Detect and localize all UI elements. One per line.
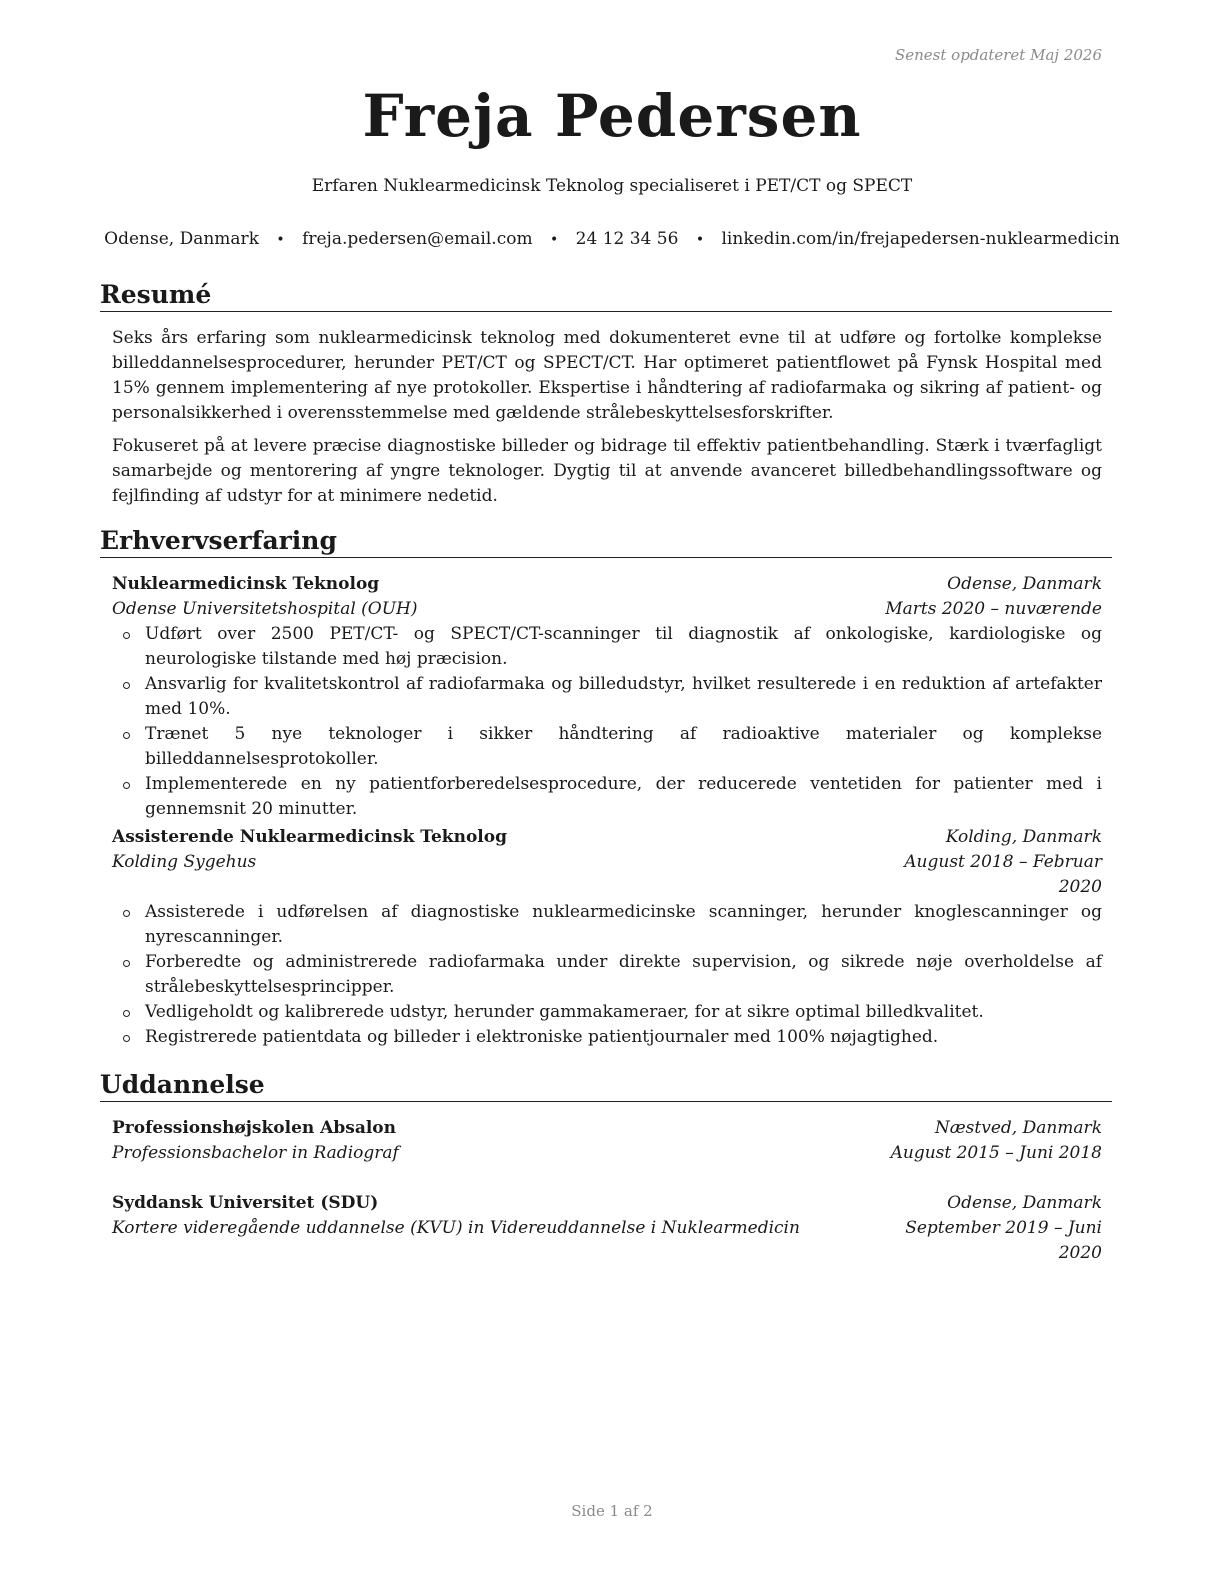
list-item: Trænet 5 nye teknologer i sikker håndtering af radioaktive materialer og komplekse billeddannelsesprotokoller. xyxy=(112,722,1102,772)
job-period: August 2018 – Februar 2020 xyxy=(904,852,1102,897)
page-number: Side 1 af 2 xyxy=(571,1502,653,1520)
experience-entry xyxy=(112,825,1102,1050)
degree: Professionsbachelor in Radiograf xyxy=(112,1143,399,1163)
job-location: Odense, Danmark xyxy=(947,574,1102,594)
education-period: August 2015 – Juni 2018 xyxy=(890,1143,1102,1163)
list-item: Assisterede i udførelsen af diagnostiske nuklearmedicinske scanninger, herunder knoglescanninger og nyrescanninger. xyxy=(112,900,1102,950)
contact-phone[interactable]: 24 12 34 56 xyxy=(575,229,679,249)
school-name: Syddansk Universitet (SDU) xyxy=(112,1193,379,1213)
bullet-circle-icon xyxy=(123,732,130,739)
job-bullets xyxy=(112,622,1102,822)
list-item: Ansvarlig for kvalitetskontrol af radiofarmaka og billedudstyr, hvilket resulterede i en reduktion af artefakter med 10%. xyxy=(112,672,1102,722)
bullet-circle-icon xyxy=(123,1035,130,1042)
bullet-circle-icon xyxy=(123,632,130,639)
candidate-name: Freja Pedersen xyxy=(362,82,862,150)
list-item: Forberedte og administrerede radiofarmaka under direkte supervision, og sikrede nøje overholdelse af strålebeskyttelsesprincipper. xyxy=(112,950,1102,1000)
job-role: Assisterende Nuklearmedicinsk Teknolog xyxy=(112,827,507,847)
list-item: Udført over 2500 PET/CT- og SPECT/CT-scanninger til diagnostik af onkologiske, kardiologiske og neurologiske tilstande med høj præcision. xyxy=(112,622,1102,672)
job-role: Nuklearmedicinsk Teknolog xyxy=(112,574,380,594)
list-item: Registrerede patientdata og billeder i elektroniske patientjournaler med 100% nøjagtighed. xyxy=(112,1025,1102,1050)
separator-dot: • xyxy=(276,232,285,248)
bullet-circle-icon xyxy=(123,682,130,689)
list-item: Implementerede en ny patientforberedelsesprocedure, der reducerede ventetiden for patienter med i gennemsnit 20 minutter. xyxy=(112,772,1102,822)
job-employer: Odense Universitetshospital (OUH) xyxy=(112,599,418,619)
contact-line xyxy=(0,229,1224,249)
job-bullets xyxy=(112,900,1102,1050)
separator-dot: • xyxy=(695,232,705,248)
list-item: Vedligeholdt og kalibrerede udstyr, herunder gammakameraer, for at sikre optimal billedkvalitet. xyxy=(112,1000,1102,1025)
job-employer: Kolding Sygehus xyxy=(112,852,257,872)
school-location: Næstved, Danmark xyxy=(934,1118,1102,1138)
education-entry xyxy=(112,1191,1102,1266)
contact-linkedin[interactable]: linkedin.com/in/frejapedersen-nuklearmedicin xyxy=(721,229,1120,249)
education-entry xyxy=(112,1116,1102,1166)
bullet-circle-icon xyxy=(123,960,130,967)
job-period: Marts 2020 – nuværende xyxy=(885,599,1102,619)
section-title-summary: Resumé xyxy=(100,280,1112,312)
section-title-education: Uddannelse xyxy=(100,1070,1112,1102)
summary-paragraph: Seks års erfaring som nuklearmedicinsk teknolog med dokumenteret evne til at udføre og fortolke komplekse billeddannelsesprocedurer, herunder PET/CT og SPECT/CT. Har optimeret patientflowet på Fynsk Hospital med 15% gennem implementering af nye protokoller. Ekspertise i håndtering af radiofarmaka og sikring af patient- og personalsikkerhed i overensstemmelse med gældende strålebeskyttelsesforskrifter. xyxy=(112,328,1102,423)
contact-email[interactable]: freja.pedersen@email.com xyxy=(302,229,533,249)
school-location: Odense, Danmark xyxy=(947,1193,1102,1213)
contact-city: Odense, Danmark xyxy=(104,229,259,249)
degree: Kortere videregående uddannelse (KVU) in Videreuddannelse i Nuklearmedicin xyxy=(112,1218,800,1238)
experience-entry xyxy=(112,572,1102,822)
separator-dot: • xyxy=(550,232,559,248)
bullet-circle-icon xyxy=(123,782,130,789)
bullet-circle-icon xyxy=(123,1010,130,1017)
school-name: Professionshøjskolen Absalon xyxy=(112,1118,396,1138)
section-title-experience: Erhvervserfaring xyxy=(100,526,1112,558)
last-updated: Senest opdateret Maj 2026 xyxy=(894,46,1102,64)
bullet-circle-icon xyxy=(123,910,130,917)
education-period: September 2019 – Juni 2020 xyxy=(905,1218,1102,1263)
summary-paragraph: Fokuseret på at levere præcise diagnostiske billeder og bidrage til effektiv patientbehandling. Stærk i tværfagligt samarbejde og mentorering af yngre teknologer. Dygtig til at anvende avanceret billedbehandlingssoftware og fejlfinding af udstyr for at minimere nedetid. xyxy=(112,436,1102,506)
tagline: Erfaren Nuklearmedicinsk Teknolog specialiseret i PET/CT og SPECT xyxy=(311,176,913,196)
job-location: Kolding, Danmark xyxy=(945,827,1102,847)
